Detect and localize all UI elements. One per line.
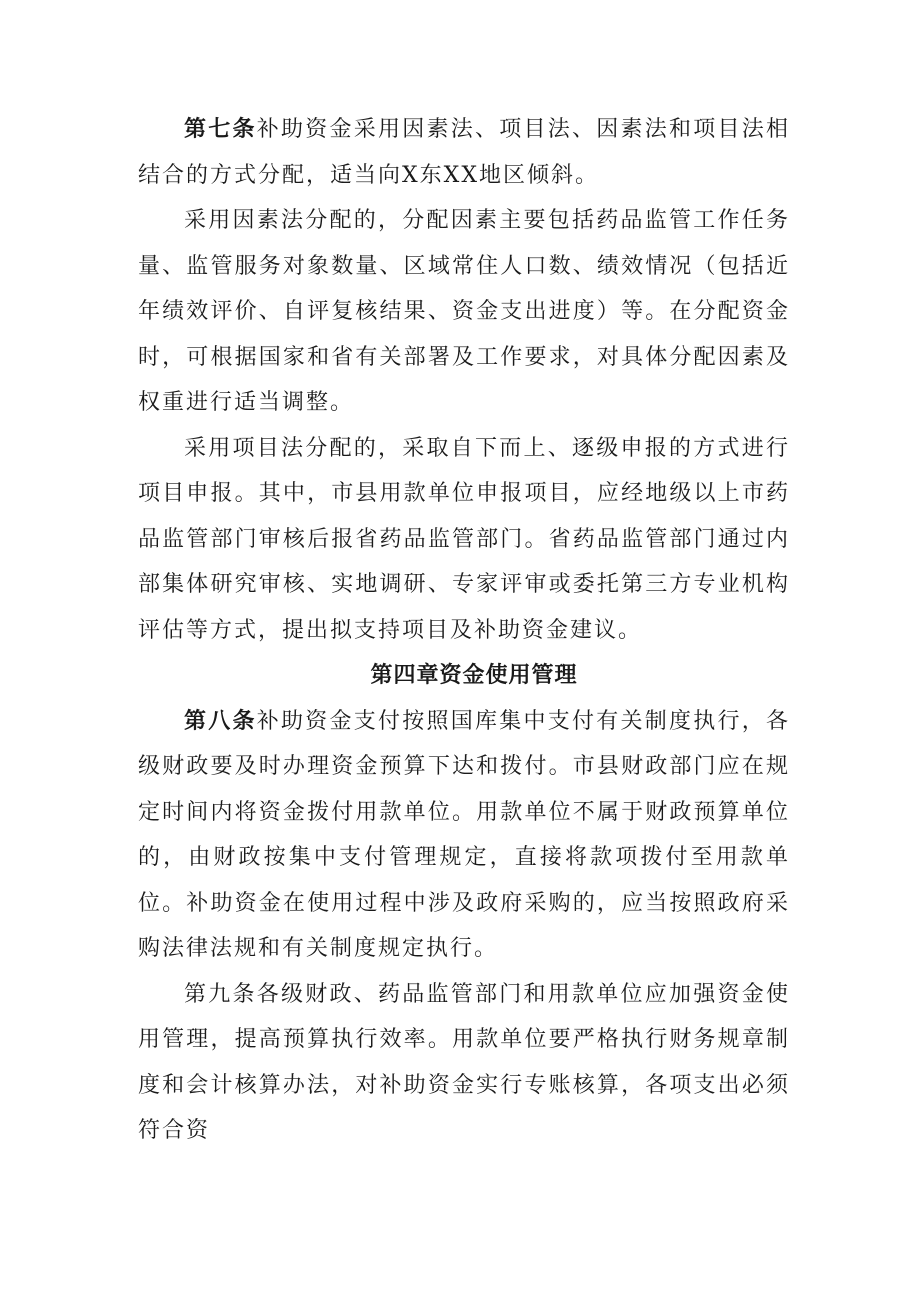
project-method-text: 采用项目法分配的，采取自下而上、逐级申报的方式进行项目申报。其中，市县用款单位申报项目，应经地级以上市药品监管部门审核后报省药品监管部门。省药品监管部门通过内部集体研究审核、实地调研、专家评审或委托第三方专业机构评估等方式，提出拟支持项目及补助资金建议。 — [138, 435, 790, 643]
article-8-paragraph — [138, 699, 790, 972]
project-method-paragraph — [138, 426, 790, 654]
article-7-text: 补助资金采用因素法、项目法、因素法和项目法相结合的方式分配，适当向X东XX地区倾斜。 — [138, 117, 790, 188]
article-7-label: 第七条 — [184, 116, 257, 142]
article-9-paragraph — [138, 972, 790, 1154]
article-8-text: 补助资金支付按照国库集中支付有关制度执行，各级财政要及时办理资金预算下达和拨付。市县财政部门应在规定时间内将资金拨付用款单位。用款单位不属于财政预算单位的，由财政按集中支付管理规定，直接将款项拨付至用款单位。补助资金在使用过程中涉及政府采购的，应当按照政府采购法律法规和有关制度规定执行。 — [138, 708, 790, 961]
document-page — [138, 107, 790, 1154]
article-9-text: 第九条各级财政、药品监管部门和用款单位应加强资金使用管理，提高预算执行效率。用款单位要严格执行财务规章制度和会计核算办法，对补助资金实行专账核算，各项支出必须符合资 — [138, 981, 790, 1143]
factor-method-paragraph — [138, 198, 790, 426]
article-8-label: 第八条 — [184, 707, 257, 734]
article-7-paragraph — [138, 107, 790, 198]
factor-method-text: 采用因素法分配的，分配因素主要包括药品监管工作任务量、监管服务对象数量、区域常住人口数、绩效情况（包括近年绩效评价、自评复核结果、资金支出进度）等。在分配资金时，可根据国家和省有关部署及工作要求，对具体分配因素及权重进行适当调整。 — [138, 208, 790, 415]
chapter-heading: 第四章资金使用管理 — [370, 662, 578, 688]
